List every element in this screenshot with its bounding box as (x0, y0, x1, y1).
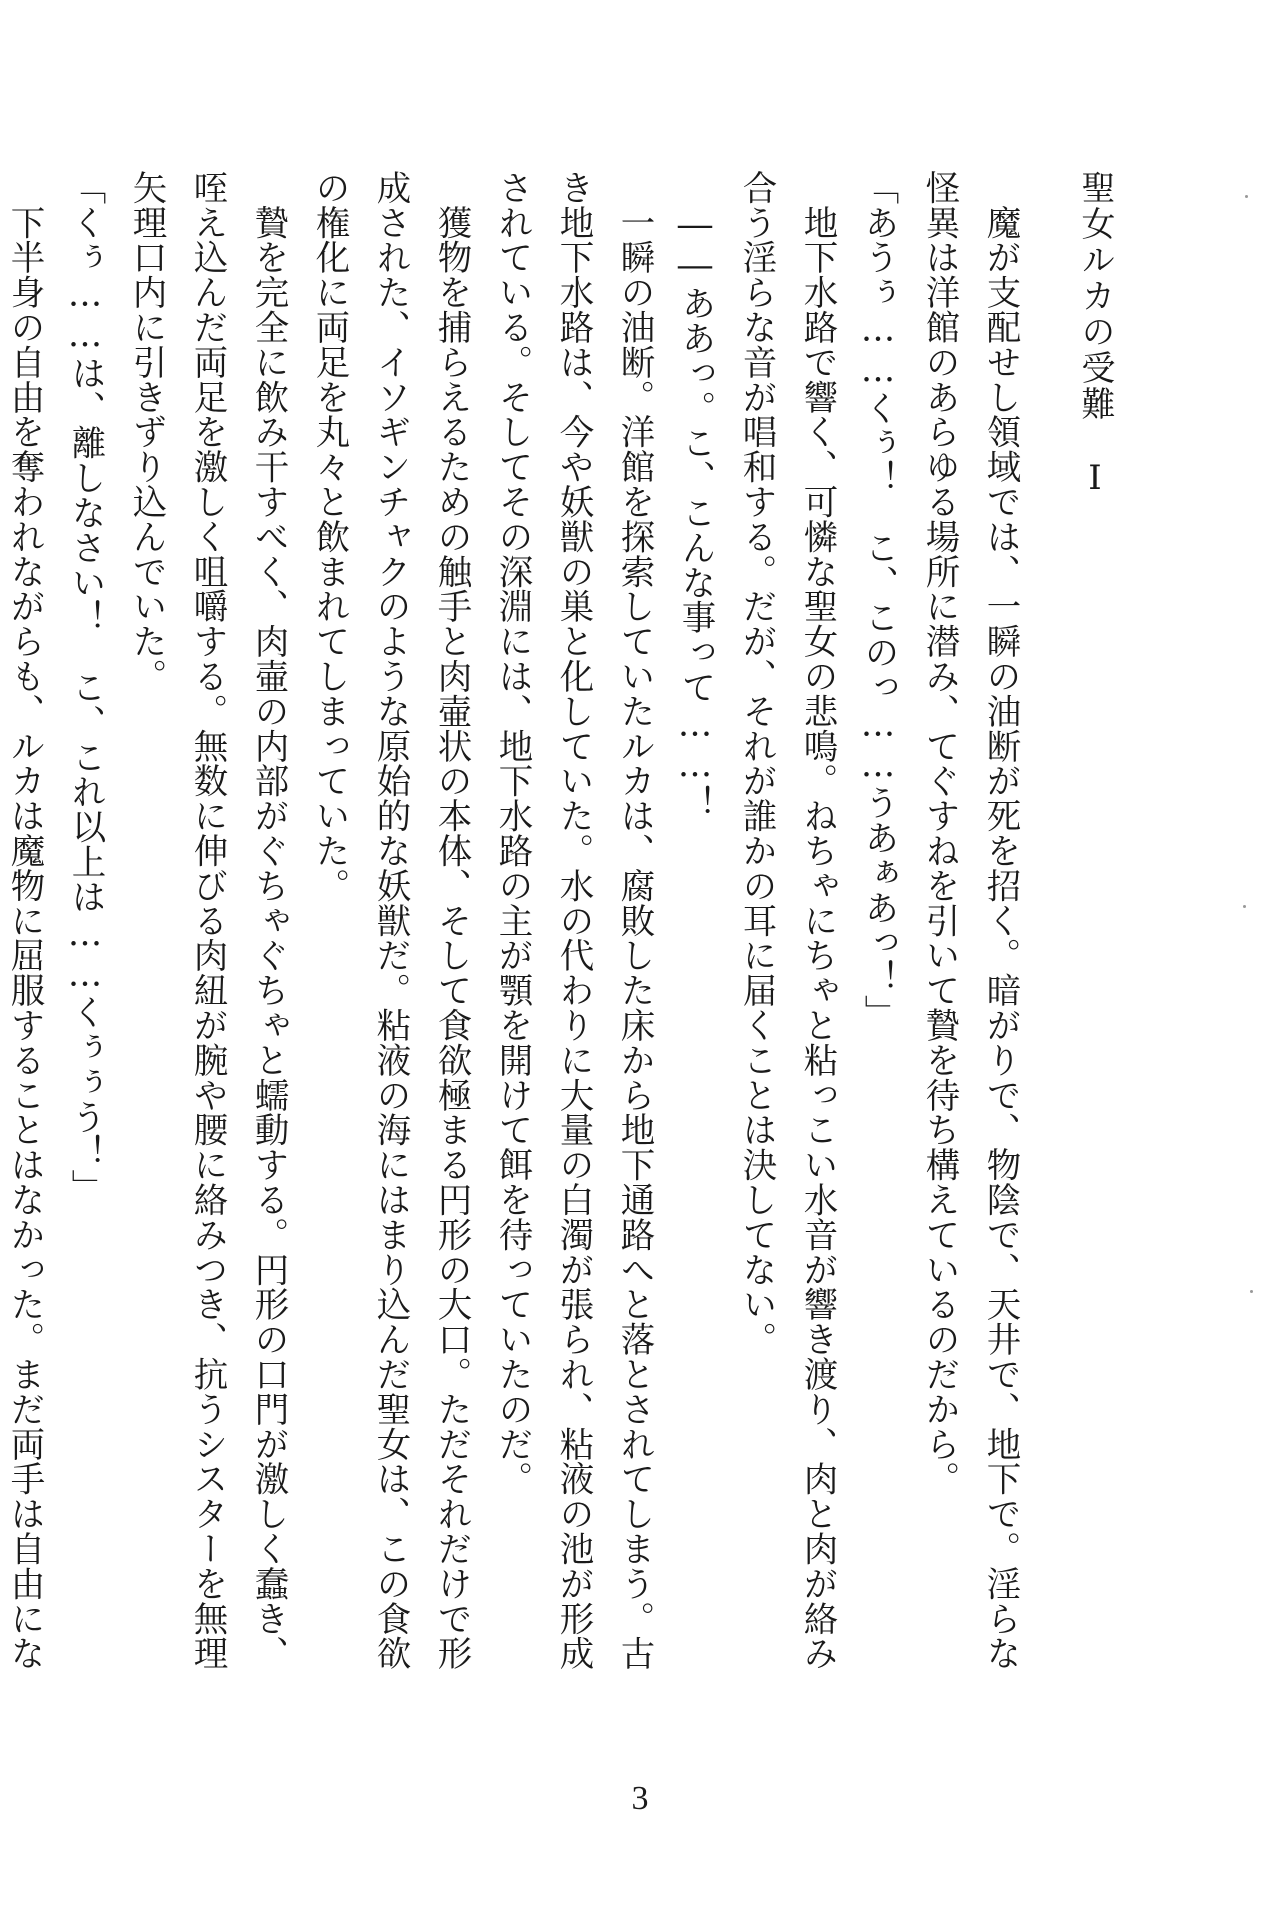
scan-speck (1250, 1290, 1253, 1293)
page-number: 3 (631, 1780, 649, 1817)
chapter-title: 聖女ルカの受難 I (1075, 170, 1115, 500)
scan-speck (1245, 195, 1248, 198)
paragraph: 贄を完全に飲み干すべく、肉壷の内部がぐちゃぐちゃと蠕動する。円形の口門が激しく蠢き、咥え込んだ両足を激しく咀嚼する。無数に伸びる肉紐が腕や腰に絡みつき、抗うシスターを無理矢理口内に引きずり込んでいた。 (126, 170, 288, 1671)
thought-line: ――ああっ。こ、こんな事って……！ (675, 170, 715, 821)
paragraph: 魔が支配せし領域では、一瞬の油断が死を招く。暗がりで、物陰で、天井で、地下で。淫らな怪異は洋館のあらゆる場所に潜み、てぐすねを引いて贄を待ち構えているのだから。 (919, 170, 1020, 1671)
paragraph: 獲物を捕らえるための触手と肉壷状の本体、そして食欲極まる円形の大口。ただそれだけで形成された、イソギンチャクのような原始的な妖獣だ。粘液の海にはまり込んだ聖女は、この食欲の権化に両足を丸々と飲まれてしまっていた。 (309, 170, 471, 1671)
paragraph: 下半身の自由を奪われながらも、ルカは魔物に屈服することはなかった。まだ両手は自由にな (4, 204, 44, 1671)
paragraph: 一瞬の油断。洋館を探索していたルカは、腐敗した床から地下通路へと落とされてしまう。古き地下水路は、今や妖獣の巣と化していた。水の代わりに大量の白濁が張られ、粘液の池が形成されている。そしてその深淵には、地下水路の主が顎を開けて餌を待っていたのだ。 (492, 170, 654, 1671)
paragraph: 地下水路で響く、可憐な聖女の悲鳴。ねちゃにちゃと粘っこい水音が響き渡り、肉と肉が絡み合う淫らな音が唱和する。だが、それが誰かの耳に届くことは決してない。 (736, 170, 837, 1671)
body-text (4, 170, 1030, 1690)
scan-speck (1243, 905, 1246, 908)
dialogue-line: 「くぅ……は、離しなさい！ こ、これ以上は……くぅぅう！」 (65, 170, 105, 1205)
dialogue-line: 「あうぅ……くぅ！ こ、このっ……うあぁあっ！」 (858, 170, 898, 1030)
